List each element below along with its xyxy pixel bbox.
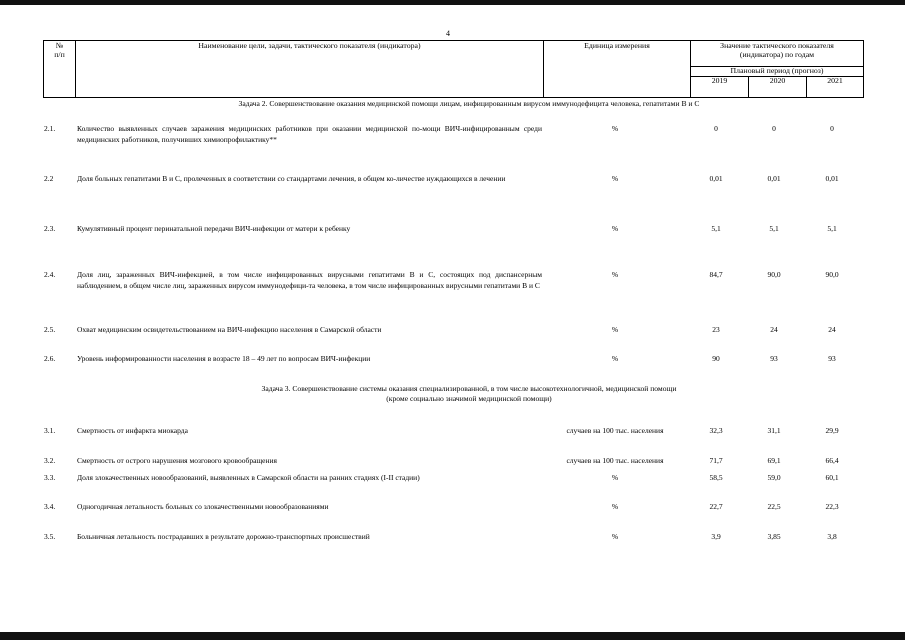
value-2019: 23 — [712, 325, 720, 334]
value-2020: 31,1 — [767, 426, 781, 435]
indicator-name: Доля больных гепатитами В и С, пролеченных в соответствии со стандартами лечения, в общем ко-личестве нуждающихся в лечении — [77, 174, 506, 183]
task-2-heading: Задача 2. Совершенствование оказания медицинской помощи лицам, инфицированным вирусом иммунодефицита человека, гепатитами В и С — [238, 99, 700, 108]
row-number: 3.4. — [44, 502, 56, 511]
unit-cell: случаев на 100 тыс. населения — [566, 426, 664, 435]
value-2020: 24 — [770, 325, 778, 334]
value-2019: 84,7 — [709, 270, 723, 279]
row-number: 3.5. — [44, 532, 56, 541]
year-label: 2020 — [769, 76, 786, 85]
indicator-name: Смертность от инфаркта миокарда — [77, 426, 188, 435]
header-value-label-2: (индикатора) по годам — [739, 49, 815, 59]
indicator-name: Количество выявленных случаев заражения медицинских работников при оказании медицинской по-мощи ВИЧ-инфицированным среди медицинских работников, получивших химиопрофилактику** — [77, 124, 542, 144]
value-2021: 22,3 — [825, 502, 839, 511]
unit-cell: % — [611, 473, 619, 482]
value-2021: 5,1 — [827, 224, 837, 233]
indicator-name: Доля лиц, зараженных ВИЧ-инфекцией, в том числе инфицированных вирусными гепатитами В и С, состоящих под диспансерным наблюдением, в общем числе лиц, зараженных вирусом иммунодефици-та человека, в том числе инфицированных вирусными гепатитами В и С — [77, 270, 542, 290]
value-2021: 93 — [828, 354, 836, 363]
value-2019: 3,9 — [711, 532, 721, 541]
unit-cell: % — [611, 325, 619, 334]
top-border-bar — [0, 0, 905, 5]
task-3-heading-line-2: (кроме социально значимой медицинской помощи) — [386, 394, 552, 404]
header-year-2019 — [690, 76, 749, 98]
value-2021: 29,9 — [825, 426, 839, 435]
header-value-cell — [690, 40, 864, 67]
row-number: 3.2. — [44, 456, 56, 465]
value-2020: 0,01 — [767, 174, 781, 183]
indicator-name: Смертность от острого нарушения мозгового кровообращения — [77, 456, 277, 465]
row-number: 2.3. — [44, 224, 56, 233]
indicator-name: Доля злокачественных новообразований, выявленных в Самарской области на ранних стадиях (I-II стадии) — [77, 473, 420, 482]
value-2020: 0 — [772, 124, 776, 133]
header-name-label: Наименование цели, задачи, тактического показателя (индикатора) — [198, 41, 421, 50]
header-year-2021 — [806, 76, 864, 98]
value-2019: 0 — [714, 124, 718, 133]
header-value-label-1: Значение тактического показателя — [720, 41, 834, 50]
value-2019: 58,5 — [709, 473, 723, 482]
task-3-heading — [74, 384, 864, 405]
value-2021: 60,1 — [825, 473, 839, 482]
value-2020: 69,1 — [767, 456, 781, 465]
unit-cell: % — [611, 354, 619, 363]
unit-cell: % — [611, 124, 619, 133]
header-name-cell — [75, 40, 544, 98]
value-2021: 66,4 — [825, 456, 839, 465]
header-plan-label: Плановый период (прогноз) — [730, 66, 824, 75]
value-2019: 22,7 — [709, 502, 723, 511]
indicator-name: Охват медицинским освидетельствованием на ВИЧ-инфекцию населения в Самарской области — [77, 325, 382, 334]
page-number: 4 — [446, 29, 450, 38]
value-2021: 3,8 — [827, 532, 837, 541]
value-2020: 22,5 — [767, 502, 781, 511]
header-unit-cell — [543, 40, 691, 98]
row-number: 2.4. — [44, 270, 56, 279]
row-number: 2.5. — [44, 325, 56, 334]
unit-cell: % — [611, 174, 619, 183]
row-number: 3.3. — [44, 473, 56, 482]
header-unit-label: Единица измерения — [584, 41, 650, 50]
value-2019: 71,7 — [709, 456, 723, 465]
value-2021: 0 — [830, 124, 834, 133]
indicator-name: Одногодичная летальность больных со злокачественными новообразованиями — [77, 502, 329, 511]
value-2020: 59,0 — [767, 473, 781, 482]
unit-cell: % — [611, 532, 619, 541]
value-2021: 0,01 — [825, 174, 839, 183]
year-label: 2019 — [711, 76, 728, 85]
value-2019: 0,01 — [709, 174, 723, 183]
row-number: 2.2 — [44, 174, 54, 183]
unit-cell: % — [611, 224, 619, 233]
indicator-name: Кумулятивный процент перинатальной передачи ВИЧ-инфекции от матери к ребенку — [77, 224, 351, 233]
indicator-name: Больничная летальность пострадавших в результате дорожно-транспортных происшествий — [77, 532, 370, 541]
value-2020: 90,0 — [767, 270, 781, 279]
value-2021: 24 — [828, 325, 836, 334]
value-2020: 5,1 — [769, 224, 779, 233]
unit-cell: % — [611, 502, 619, 511]
header-num-cell: № п/п — [43, 40, 76, 98]
value-2021: 90,0 — [825, 270, 839, 279]
bottom-border-bar — [0, 632, 905, 640]
indicator-name: Уровень информированности населения в возрасте 18 – 49 лет по вопросам ВИЧ-инфекции — [77, 354, 371, 363]
value-2019: 32,3 — [709, 426, 723, 435]
row-number: 2.1. — [44, 124, 56, 133]
row-number: 2.6. — [44, 354, 56, 363]
value-2020: 93 — [770, 354, 778, 363]
task-3-heading-line-1: Задача 3. Совершенствование системы оказания специализированной, в том числе высокотехнологичной, медицинской помощи — [261, 384, 677, 393]
unit-cell: случаев на 100 тыс. населения — [566, 456, 664, 465]
row-number: 3.1. — [44, 426, 56, 435]
value-2019: 90 — [712, 354, 720, 363]
value-2020: 3,85 — [767, 532, 781, 541]
header-year-2020 — [748, 76, 807, 98]
value-2019: 5,1 — [711, 224, 721, 233]
year-label: 2021 — [827, 76, 843, 85]
unit-cell: % — [611, 270, 619, 279]
